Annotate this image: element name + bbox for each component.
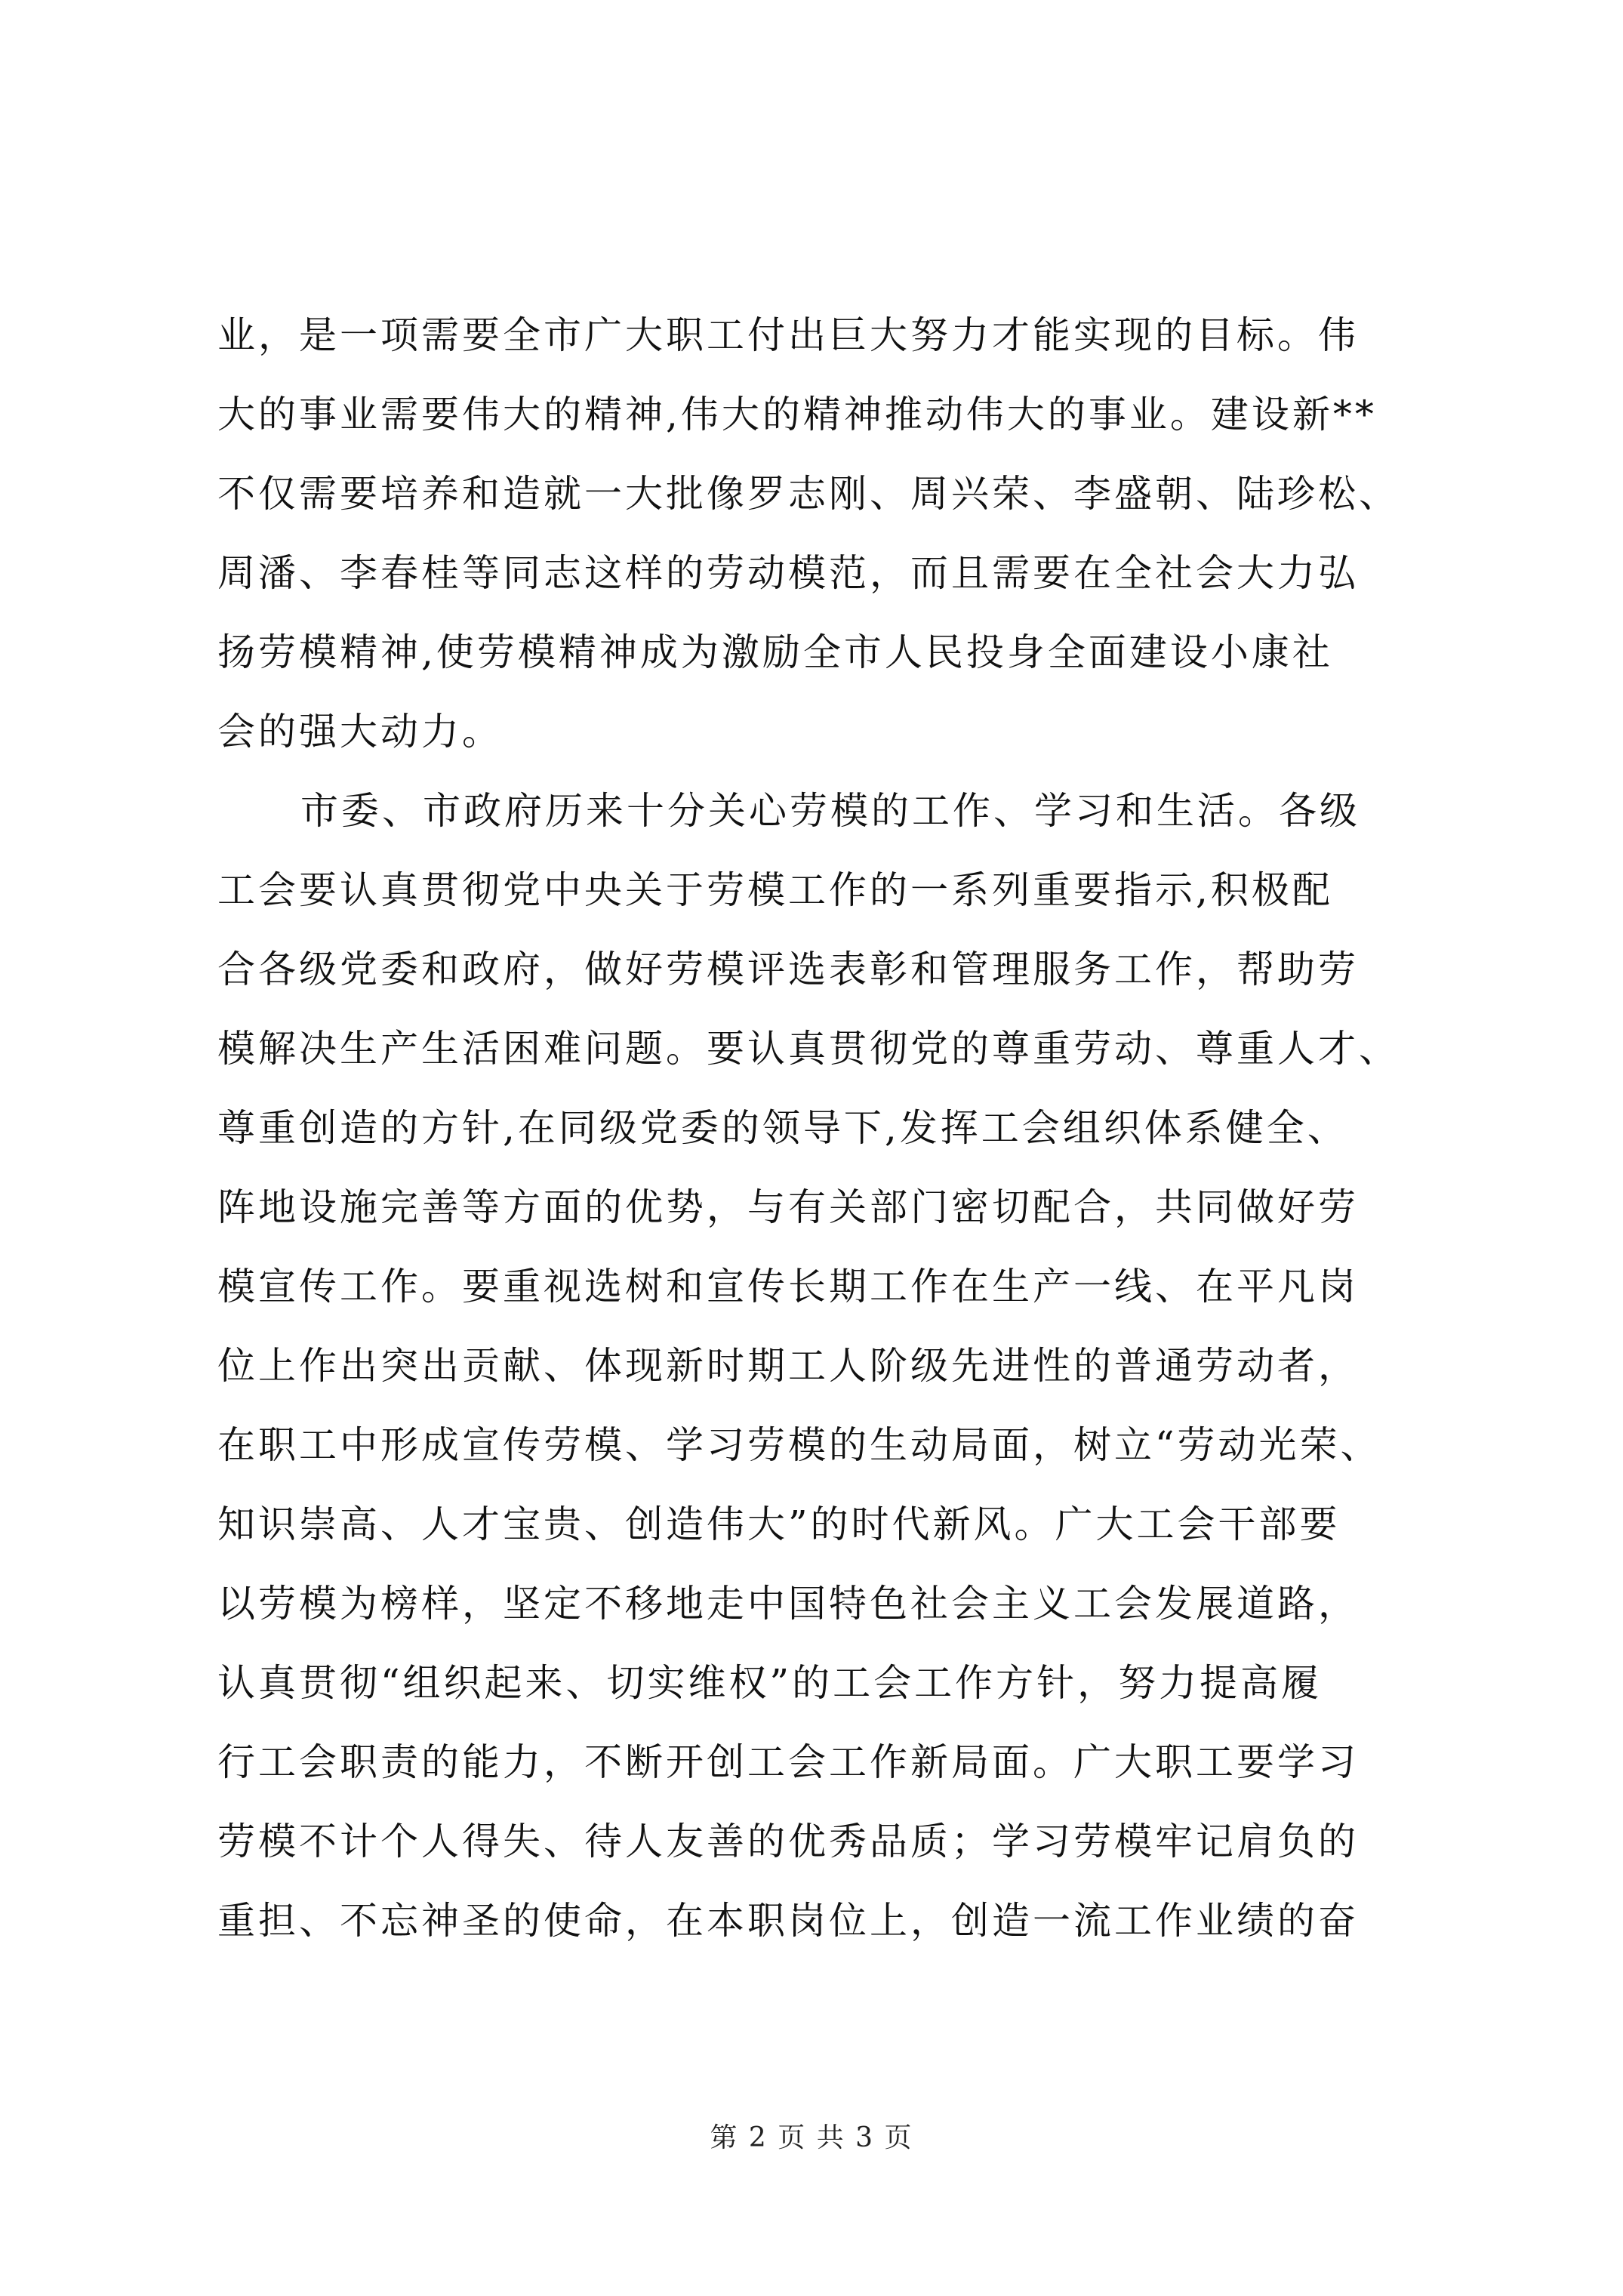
text-line: 周潘、李春桂等同志这样的劳动模范，而且需要在全社会大力弘 [217,551,1359,595]
text-line: 业，是一项需要全市广大职工付出巨大努力才能实现的目标。伟 [217,313,1359,357]
page-number-footer: 第 2 页 共 3 页 [710,2122,913,2153]
text-line: 合各级党委和政府，做好劳模评选表彰和管理服务工作，帮助劳 [217,948,1359,991]
text-line: 尊重创造的方针,在同级党委的领导下,发挥工会组织体系健全、 [217,1106,1348,1150]
text-line: 模解决生产生活困难问题。要认真贯彻党的尊重劳动、尊重人才、 [217,1027,1400,1071]
text-line: 会的强大动力。 [217,710,503,754]
text-line: 知识崇高、人才宝贵、创造伟大”的时代新风。广大工会干部要 [217,1502,1341,1546]
text-line: 以劳模为榜样，坚定不移地走中国特色社会主义工会发展道路， [217,1582,1359,1626]
text-line: 行工会职责的能力，不断开创工会工作新局面。广大职工要学习 [217,1740,1359,1784]
paragraph-first-line: 市委、市政府历来十分关心劳模的工作、学习和生活。各级 [300,789,1360,833]
text-line: 不仅需要培养和造就一大批像罗志刚、周兴荣、李盛朝、陆珍松、 [217,472,1400,516]
text-line: 模宣传工作。要重视选树和宣传长期工作在生产一线、在平凡岗 [217,1265,1359,1308]
text-line: 在职工中形成宣传劳模、学习劳模的生动局面，树立“劳动光荣、 [217,1423,1381,1467]
text-line: 阵地设施完善等方面的优势，与有关部门密切配合，共同做好劳 [217,1185,1359,1229]
body-text [217,296,1425,1961]
text-line: 重担、不忘神圣的使命，在本职岗位上，创造一流工作业绩的奋 [217,1899,1359,1943]
text-line: 扬劳模精神,使劳模精神成为激励全市人民投身全面建设小康社 [217,630,1333,674]
text-line: 劳模不计个人得失、待人友善的优秀品质；学习劳模牢记肩负的 [217,1820,1359,1863]
text-line: 认真贯彻“组织起来、切实维权”的工会工作方针，努力提高履 [217,1661,1323,1705]
text-line: 工会要认真贯彻党中央关于劳模工作的一系列重要指示,积极配 [217,868,1333,912]
text-line: 大的事业需要伟大的精神,伟大的精神推动伟大的事业。建设新** [217,393,1377,436]
text-line: 位上作出突出贡献、体现新时期工人阶级先进性的普通劳动者， [217,1344,1359,1388]
